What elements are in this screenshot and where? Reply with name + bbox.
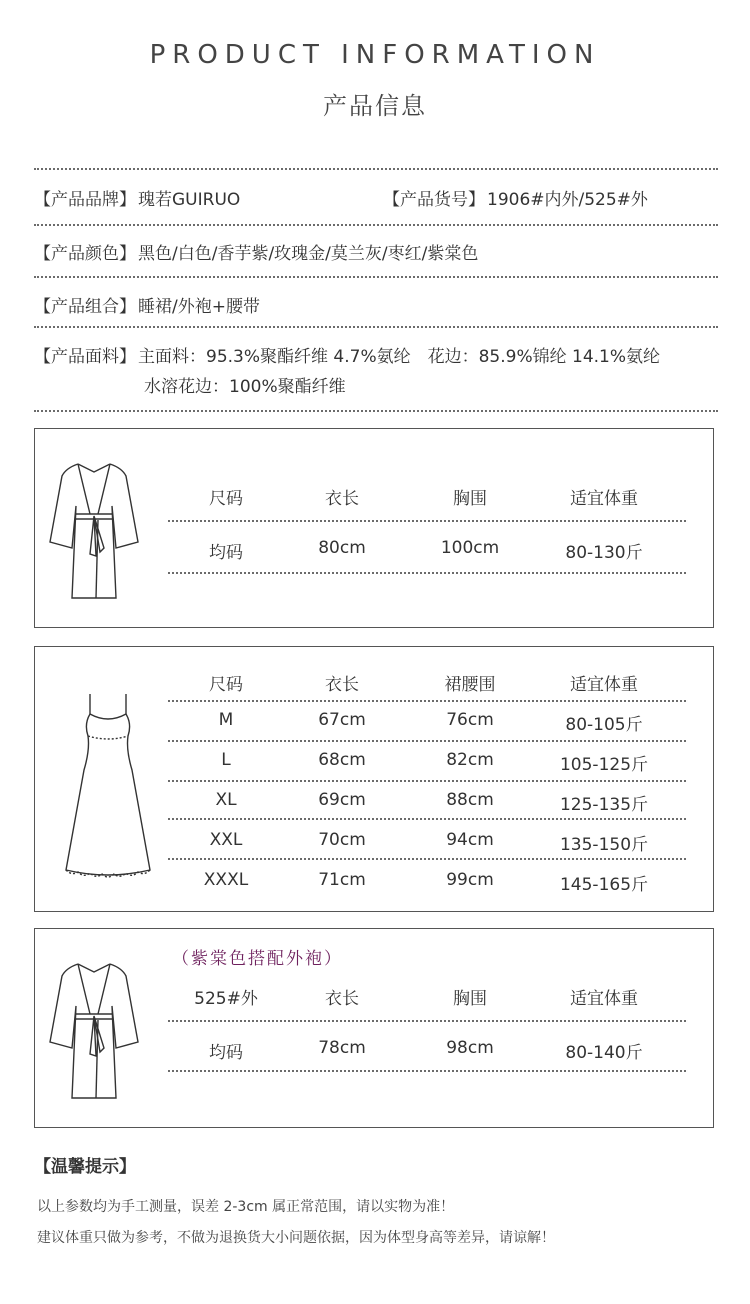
title-chinese: 产品信息 <box>323 92 427 120</box>
title-english: PRODUCT INFORMATION <box>149 40 601 70</box>
t2-cell: XXL <box>209 830 243 850</box>
t3-header-length: 衣长 <box>325 989 359 1009</box>
t2-cell: 76cm <box>446 710 494 730</box>
t1-header-length: 衣长 <box>325 489 359 509</box>
t3-cell: 均码 <box>209 1043 243 1063</box>
table-divider <box>168 780 686 782</box>
combo-key: 【产品组合】 <box>34 297 136 317</box>
fabric-value-1: 主面料：95.3%聚酯纤维 4.7%氨纶 花边：85.9%锦纶 14.1%氨纶 <box>138 347 661 367</box>
info-combo-row <box>34 292 260 317</box>
t2-cell: M <box>218 710 234 730</box>
t2-cell: 145-165斤 <box>559 875 649 895</box>
t2-cell: 88cm <box>446 790 494 810</box>
t3-header-bust: 胸围 <box>453 989 487 1009</box>
t2-header-waist: 裙腰围 <box>444 675 496 695</box>
t2-cell: 99cm <box>446 870 494 890</box>
table-divider <box>168 1020 686 1022</box>
t2-cell: 71cm <box>318 870 366 890</box>
t2-cell: 125-135斤 <box>559 795 649 815</box>
t2-header-size: 尺码 <box>209 675 243 695</box>
t2-cell: 135-150斤 <box>559 835 649 855</box>
t2-header-weight: 适宜体重 <box>570 675 638 695</box>
t3-header-weight: 适宜体重 <box>570 989 638 1009</box>
t2-cell: L <box>221 750 231 770</box>
t2-cell: 67cm <box>318 710 366 730</box>
divider <box>34 410 718 412</box>
info-color-row <box>34 239 478 264</box>
sku-value: 1906#内外/525#外 <box>487 190 648 210</box>
t1-header-bust: 胸围 <box>453 489 487 509</box>
color-value: 黑色/白色/香芋紫/玫瑰金/莫兰灰/枣红/紫棠色 <box>138 244 479 264</box>
divider <box>34 168 718 170</box>
table-divider <box>168 700 686 702</box>
t1-header-weight: 适宜体重 <box>570 489 638 509</box>
t1-cell: 80-130斤 <box>565 543 643 563</box>
robe-illustration-icon <box>46 458 142 604</box>
t2-cell: 69cm <box>318 790 366 810</box>
color-pairing-note: （紫棠色搭配外袍） <box>172 949 343 969</box>
t1-cell: 80cm <box>318 538 366 558</box>
t3-header-sku: 525#外 <box>194 989 258 1009</box>
t1-header-size: 尺码 <box>209 489 243 509</box>
brand-value: 瑰若GUIRUO <box>138 190 241 210</box>
table-divider <box>168 740 686 742</box>
t3-cell: 98cm <box>446 1038 494 1058</box>
t2-cell: 70cm <box>318 830 366 850</box>
table-divider <box>168 818 686 820</box>
t2-cell: XL <box>215 790 237 810</box>
tips-line-2: 建议体重只做为参考，不做为退换货大小问题依据，因为体型身高等差异，请谅解！ <box>37 1230 555 1246</box>
t2-header-length: 衣长 <box>325 675 359 695</box>
t2-cell: XXXL <box>203 870 249 890</box>
divider <box>34 326 718 328</box>
t2-cell: 105-125斤 <box>559 755 649 775</box>
divider <box>34 224 718 226</box>
fabric-key: 【产品面料】 <box>34 347 136 367</box>
table-divider <box>168 858 686 860</box>
table-divider <box>168 1070 686 1072</box>
table-divider <box>168 572 686 574</box>
brand-key: 【产品品牌】 <box>34 190 136 210</box>
t2-cell: 68cm <box>318 750 366 770</box>
table-divider <box>168 520 686 522</box>
tips-line-1: 以上参数均为手工测量，误差 2-3cm 属正常范围，请以实物为准！ <box>37 1199 455 1215</box>
info-fabric-row <box>34 342 660 367</box>
t2-cell: 94cm <box>446 830 494 850</box>
slip-dress-illustration-icon <box>60 690 156 880</box>
tips-title: 【温馨提示】 <box>34 1157 136 1177</box>
info-brand-row <box>34 185 240 210</box>
t1-cell: 均码 <box>209 543 243 563</box>
t3-cell: 78cm <box>318 1038 366 1058</box>
info-sku-row <box>383 185 648 210</box>
divider <box>34 276 718 278</box>
t2-cell: 80-105斤 <box>565 715 643 735</box>
combo-value: 睡裙/外袍+腰带 <box>138 297 260 317</box>
fabric-value-2: 水溶花边：100%聚酯纤维 <box>144 377 346 397</box>
t2-cell: 82cm <box>446 750 494 770</box>
t1-cell: 100cm <box>440 538 500 558</box>
robe-525-illustration-icon <box>46 958 142 1104</box>
color-key: 【产品颜色】 <box>34 244 136 264</box>
info-fabric-row-2 <box>144 372 346 397</box>
sku-key: 【产品货号】 <box>383 190 485 210</box>
t3-cell: 80-140斤 <box>565 1043 643 1063</box>
